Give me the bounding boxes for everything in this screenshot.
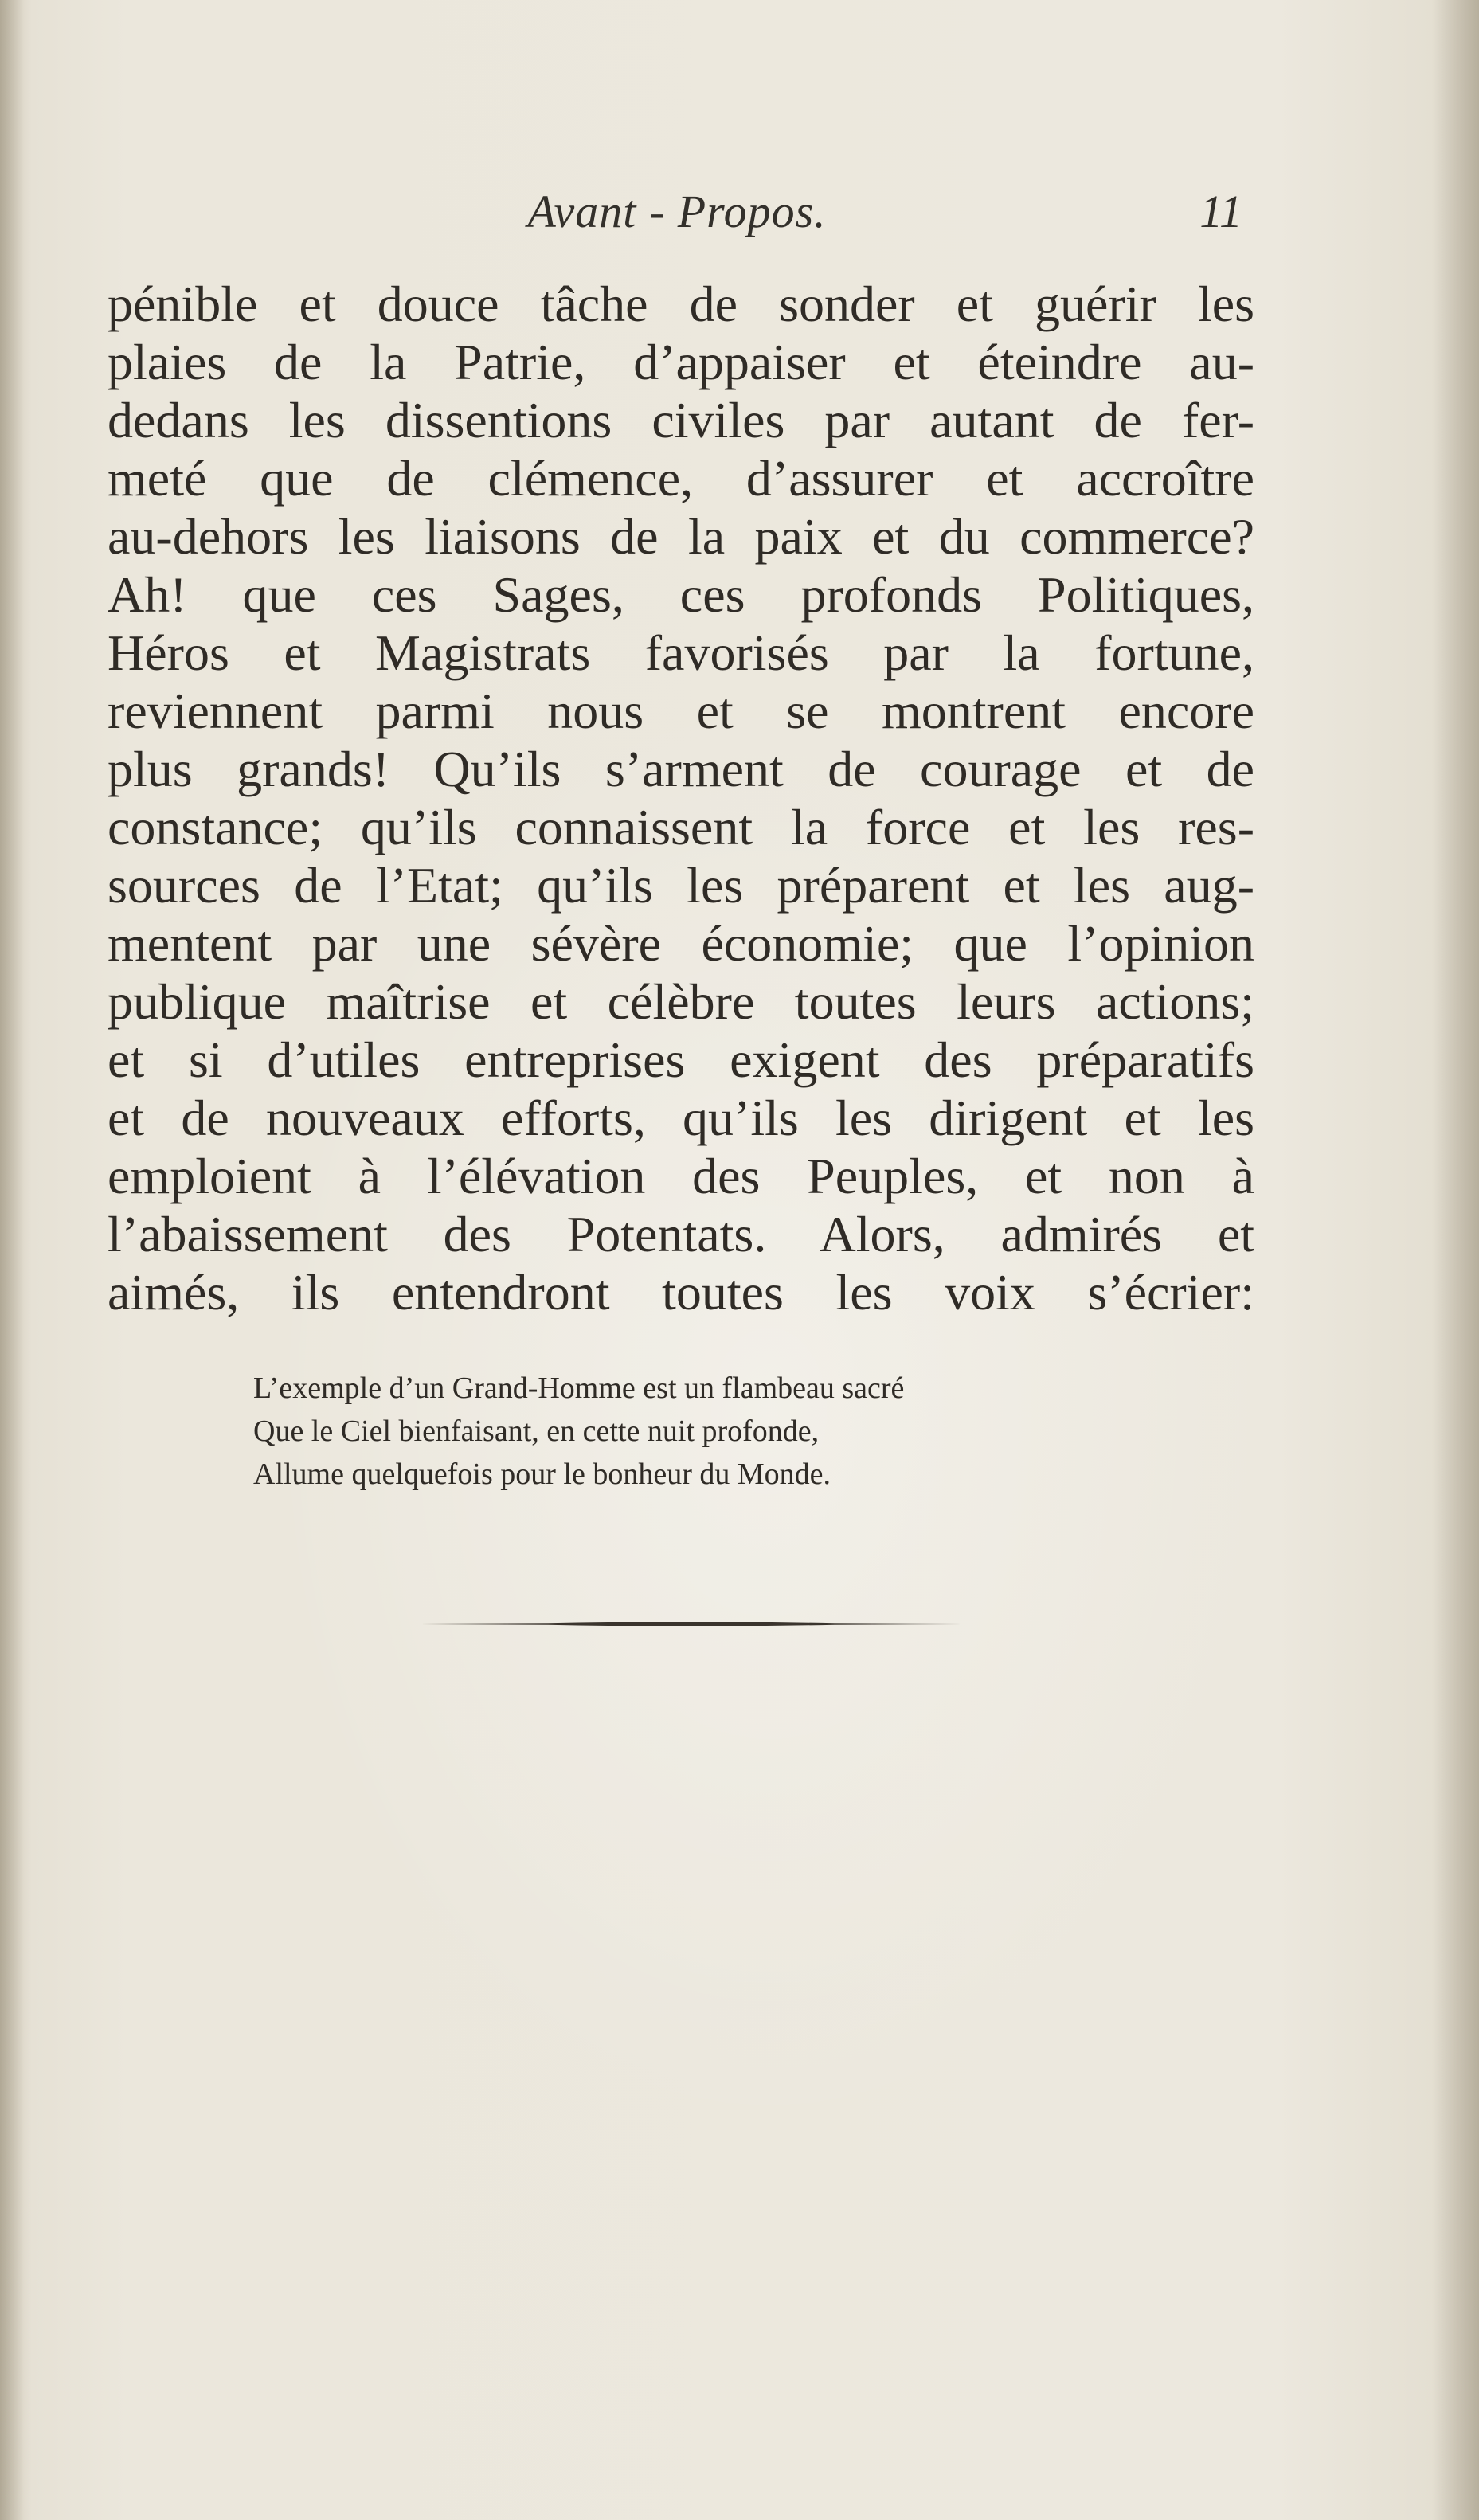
text-line: reviennent parmi nous et se montrent encore [108, 683, 1254, 739]
text-line: dedans les dissentions civiles par autant de fer- [108, 392, 1254, 448]
text-line: pénible et douce tâche de sonder et guérir les [108, 276, 1254, 332]
verse-line: L’exemple d’un Grand-Homme est un flambeau sacré [253, 1372, 905, 1405]
page-left-edge-shadow [0, 0, 24, 2520]
verse-quotation [253, 1367, 1066, 1496]
running-head: Avant - Propos. [527, 186, 827, 237]
body-paragraph [108, 275, 1254, 1321]
text-line: constance; qu’ils connaissent la force et les res- [108, 799, 1254, 855]
text-line: publique maîtrise et célèbre toutes leurs actions; [108, 973, 1254, 1030]
text-line: plus grands! Qu’ils s’arment de courage et de [108, 741, 1254, 797]
page-header [112, 185, 1242, 256]
text-line: Ah! que ces Sages, ces profonds Politiques, [108, 566, 1254, 623]
text-line: sources de l’Etat; qu’ils les préparent et les aug- [108, 857, 1254, 914]
text-line: l’abaissement des Potentats. Alors, admirés et [108, 1206, 1254, 1262]
verse-line: Que le Ciel bienfaisant, en cette nuit profonde, [253, 1415, 820, 1448]
text-line: emploient à l’élévation des Peuples, et non à [108, 1148, 1254, 1204]
page-number: 11 [1199, 186, 1242, 237]
text-line: plaies de la Patrie, d’appaiser et éteindre au- [108, 334, 1254, 390]
text-line: mentent par une sévère économie; que l’opinion [108, 915, 1254, 972]
text-line: aimés, ils entendront toutes les voix s’écrier: [108, 1264, 1254, 1321]
verse-line: Allume quelquefois pour le bonheur du Monde. [253, 1458, 831, 1491]
text-line: et de nouveaux efforts, qu’ils les dirigent et les [108, 1090, 1254, 1146]
page-right-edge-shadow [1431, 0, 1479, 2520]
text-line: au-dehors les liaisons de la paix et du commerce? [108, 508, 1254, 565]
text-line: et si d’utiles entreprises exigent des préparatifs [108, 1031, 1254, 1088]
text-line: Héros et Magistrats favorisés par la fortune, [108, 624, 1254, 681]
text-line: meté que de clémence, d’assurer et accroître [108, 450, 1254, 507]
decorative-rule [421, 1620, 962, 1628]
